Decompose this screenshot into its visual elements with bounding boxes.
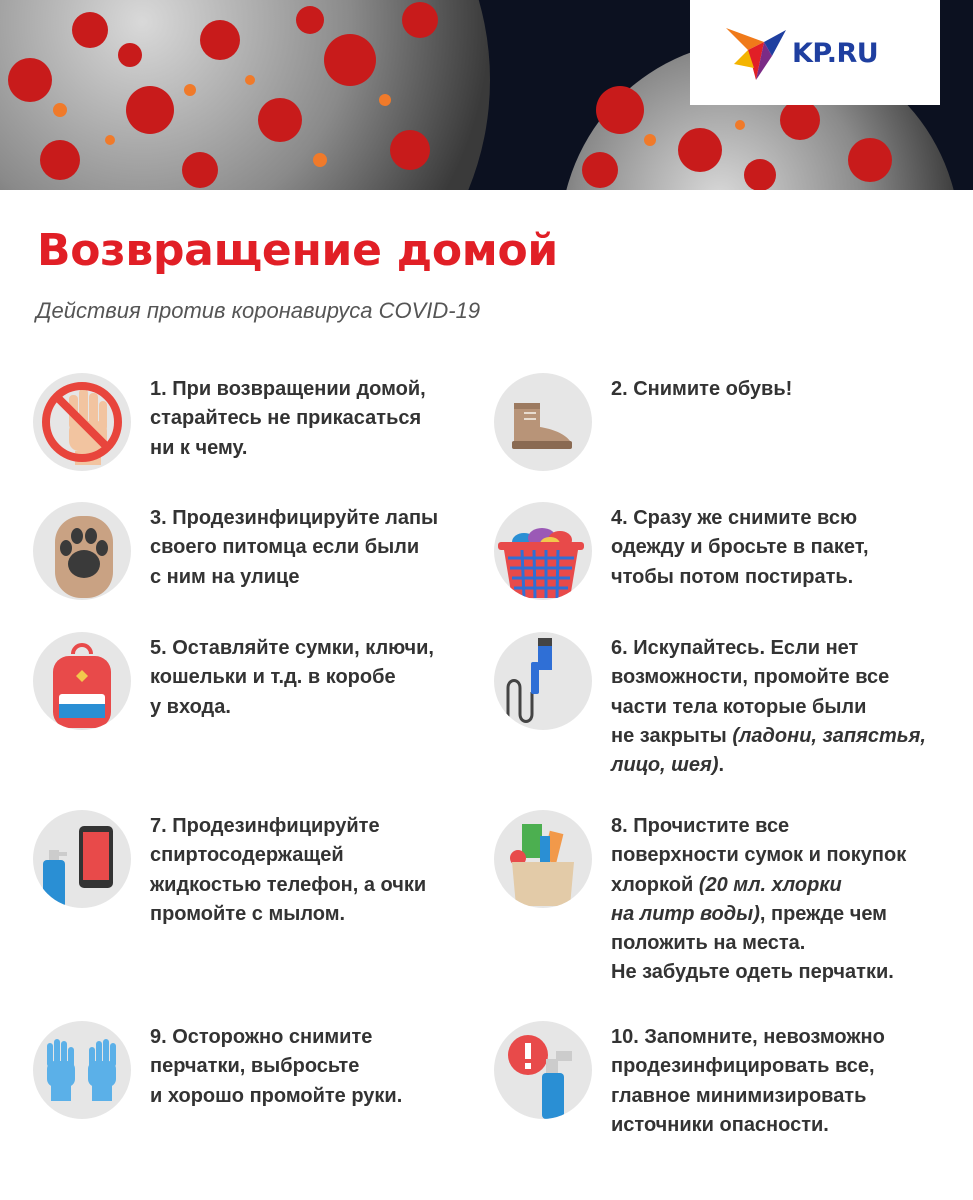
icon-circle bbox=[33, 502, 131, 600]
icon-circle bbox=[33, 632, 131, 730]
logo-box[interactable] bbox=[690, 0, 940, 105]
grocery-bag-icon bbox=[494, 810, 592, 908]
logo-text: KP.RU bbox=[792, 38, 879, 69]
page-title: Возвращение домой bbox=[37, 225, 558, 276]
item-text: 1. При возвращении домой, старайтесь не прикасаться ни к чему. bbox=[150, 378, 426, 459]
bird-logo-icon bbox=[726, 24, 788, 82]
item-text: 5. Оставляйте сумки, ключи, кошельки и т.д. в коробе у входа. bbox=[150, 637, 434, 718]
phone-spray-icon bbox=[33, 810, 131, 908]
item-text: 9. Осторожно снимите перчатки, выбросьте и хорошо промойте руки. bbox=[150, 1026, 403, 1107]
item-text-main: 8. Прочистите все поверхности сумок и покупок хлоркой bbox=[611, 815, 907, 896]
item-text: 10. Запомните, невозможно продезинфицировать все, главное минимизировать источники опасности. bbox=[611, 1026, 885, 1136]
warning-spray-icon bbox=[494, 1021, 592, 1119]
icon-circle bbox=[494, 373, 592, 471]
item-text: 2. Снимите обувь! bbox=[611, 378, 793, 400]
icon-circle bbox=[494, 1021, 592, 1119]
item-text-italic: (20 мл. хлорки на литр воды) bbox=[611, 873, 842, 925]
icon-circle bbox=[494, 810, 592, 908]
item-text: 4. Сразу же снимите всю одежду и бросьте в пакет, чтобы потом постирать. bbox=[611, 507, 869, 588]
icon-circle bbox=[494, 632, 592, 730]
paw-icon bbox=[33, 502, 131, 600]
virus-banner bbox=[0, 0, 973, 190]
gloves-icon bbox=[33, 1021, 131, 1119]
backpack-icon bbox=[33, 632, 131, 730]
item-text: 3. Продезинфицируйте лапы своего питомца если были с ним на улице bbox=[150, 507, 439, 588]
icon-circle bbox=[494, 502, 592, 600]
boot-icon bbox=[494, 373, 592, 471]
item-text bbox=[611, 812, 941, 988]
icon-circle bbox=[33, 373, 131, 471]
item-text: 7. Продезинфицируйте спиртосодержащей жидкостью телефон, а очки промойте с мылом. bbox=[150, 815, 427, 925]
no-touch-hand-icon bbox=[33, 373, 131, 471]
item-text-italic: (ладони, запястья, лицо, шея) bbox=[611, 724, 926, 777]
item-text-main: 6. Искупайтесь. Если нет возможности, промойте все части тела которые были не закрыты bbox=[611, 637, 890, 747]
laundry-basket-icon bbox=[494, 502, 592, 600]
item-text-end: . bbox=[718, 754, 725, 777]
item-text-end: , прежде чем положить на места. Не забудьте одеть перчатки. bbox=[611, 902, 894, 984]
item-text bbox=[611, 634, 941, 780]
page-subtitle: Действия против коронавируса COVID-19 bbox=[36, 298, 481, 323]
icon-circle bbox=[33, 1021, 131, 1119]
icon-circle bbox=[33, 810, 131, 908]
shower-icon bbox=[494, 632, 592, 730]
